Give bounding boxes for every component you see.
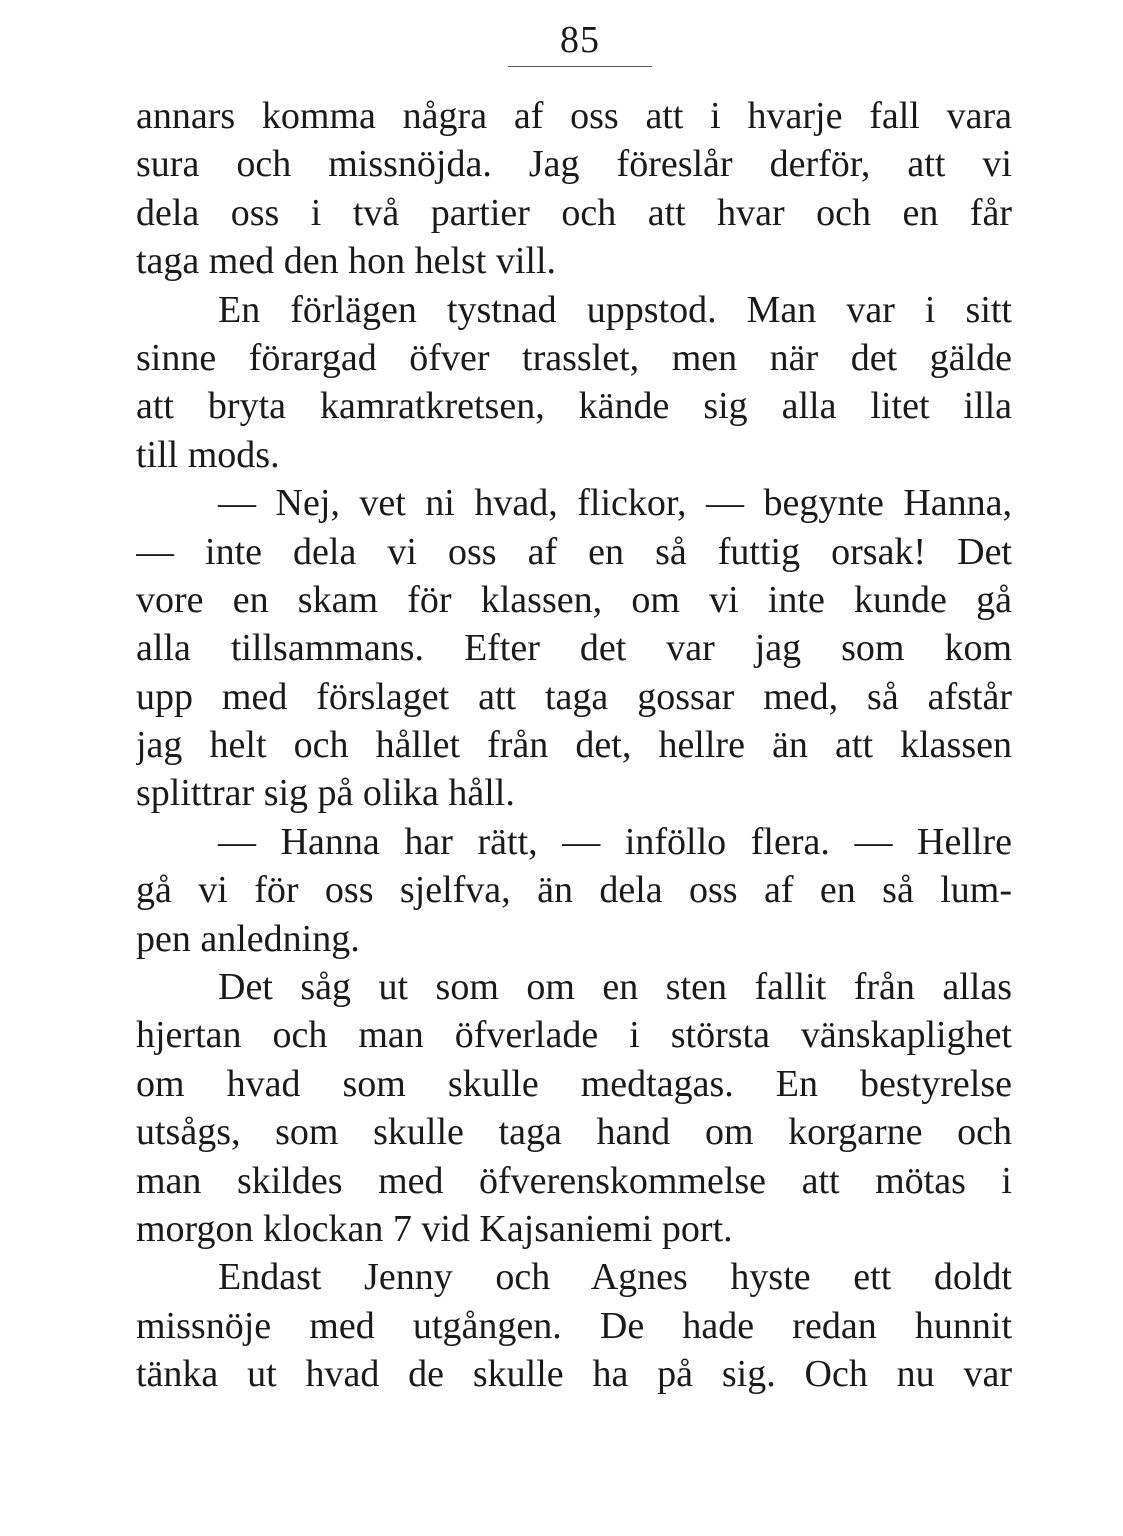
text-line: vore en skam för klassen, om vi inte kunde gå: [136, 578, 1012, 621]
text-line: Det såg ut som om en sten fallit från allas: [218, 966, 1012, 1009]
text-line: till mods.: [136, 433, 280, 476]
text-line: gå vi för oss sjelfva, än dela oss af en så lum-: [136, 869, 1012, 912]
text-line: — inte dela vi oss af en så futtig orsak! Det: [136, 530, 1012, 573]
text-line: om hvad som skulle medtagas. En bestyrelse: [136, 1062, 1012, 1105]
text-line: taga med den hon helst vill.: [136, 240, 557, 283]
text-line: Endast Jenny och Agnes hyste ett doldt: [218, 1256, 1012, 1299]
text-line: — Nej, vet ni hvad, flickor, — begynte Hanna,: [218, 482, 1012, 525]
text-line: pen anledning.: [136, 917, 360, 960]
text-line: — Hanna har rätt, — inföllo flera. — Hellre: [218, 820, 1012, 863]
text-line: utsågs, som skulle taga hand om korgarne och: [136, 1111, 1012, 1154]
text-line: man skildes med öfverenskommelse att mötas i: [136, 1159, 1012, 1202]
text-line: sura och missnöjda. Jag föreslår derför, att vi: [136, 143, 1012, 186]
text-line: upp med förslaget att taga gossar med, så afstår: [136, 675, 1012, 718]
text-line: alla tillsammans. Efter det var jag som kom: [136, 627, 1012, 670]
text-line: annars komma några af oss att i hvarje fall vara: [136, 95, 1012, 137]
text-line: sinne förargad öfver trasslet, men när det gälde: [136, 336, 1012, 379]
text-line: hjertan och man öfverlade i största vänskaplighet: [136, 1014, 1012, 1057]
page-number: 85: [560, 19, 600, 61]
text-line: missnöje med utgången. De hade redan hunnit: [136, 1304, 1012, 1347]
text-line: att bryta kamratkretsen, kände sig alla litet illa: [136, 385, 1012, 428]
text-line: tänka ut hvad de skulle ha på sig. Och nu var: [136, 1353, 1012, 1396]
text-line: En förlägen tystnad uppstod. Man var i sitt: [218, 288, 1012, 331]
text-line: dela oss i två partier och att hvar och en får: [136, 191, 1012, 234]
text-line: morgon klockan 7 vid Kajsaniemi port.: [136, 1207, 733, 1250]
text-line: splittrar sig på olika håll.: [136, 772, 515, 815]
text-line: jag helt och hållet från det, hellre än att klassen: [136, 724, 1012, 767]
body-text: [136, 92, 1012, 1399]
page-number-rule: [508, 66, 652, 67]
